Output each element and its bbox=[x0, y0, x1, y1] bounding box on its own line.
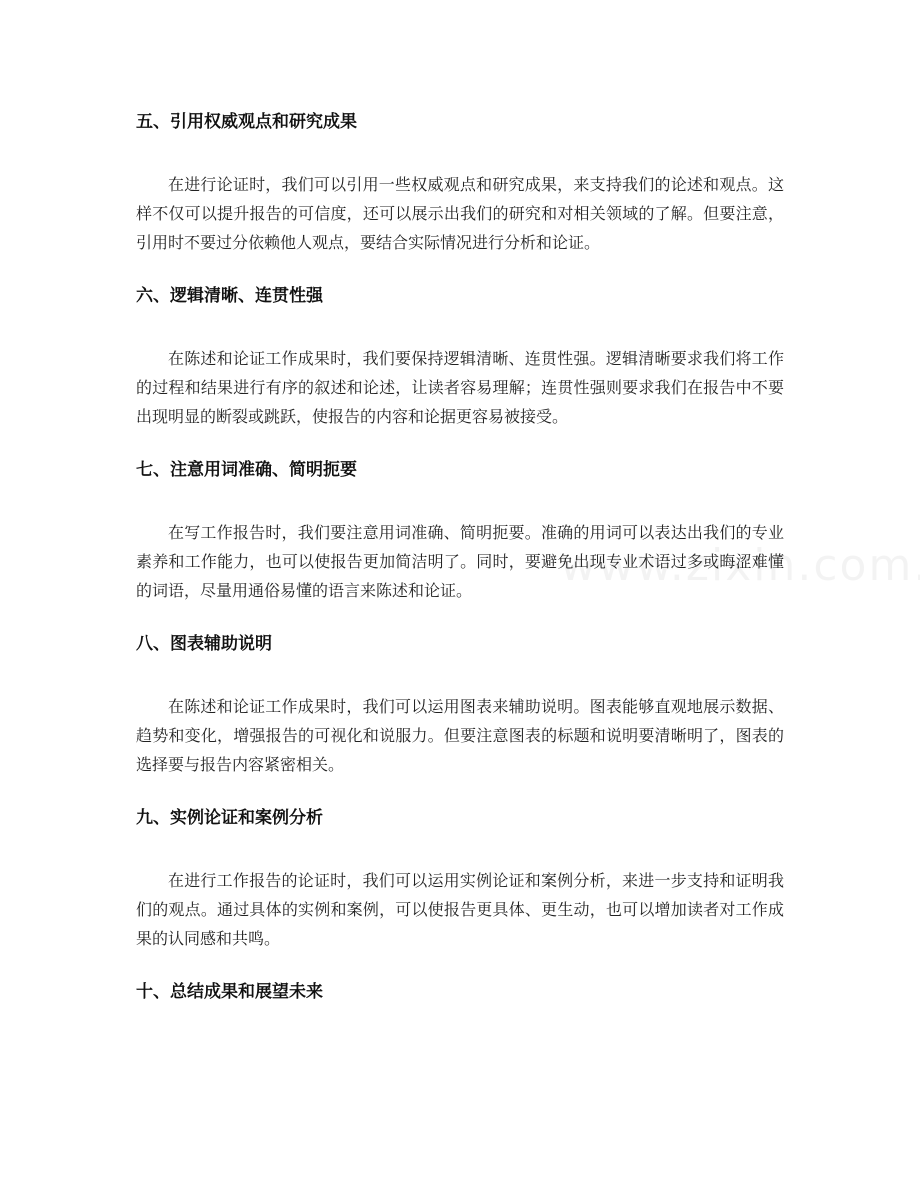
section-paragraph-9: 在进行工作报告的论证时，我们可以运用实例论证和案例分析，来进一步支持和证明我们的观点。通过具体的实例和案例，可以使报告更具体、更生动，也可以增加读者对工作成果的认同感和共鸣。 bbox=[136, 871, 784, 948]
section-paragraph-6: 在陈述和论证工作成果时，我们要保持逻辑清晰、连贯性强。逻辑清晰要求我们将工作的过程和结果进行有序的叙述和论述，让读者容易理解；连贯性强则要求我们在报告中不要出现明显的断裂或跳跃，使报告的内容和论据更容易被接受。 bbox=[136, 349, 784, 426]
section-heading-7: 七、注意用词准确、简明扼要 bbox=[136, 460, 357, 480]
document-page bbox=[136, 104, 784, 1010]
section-heading-8: 八、图表辅助说明 bbox=[136, 634, 272, 654]
section-heading-5: 五、引用权威观点和研究成果 bbox=[136, 112, 357, 132]
section-paragraph-7: 在写工作报告时，我们要注意用词准确、简明扼要。准确的用词可以表达出我们的专业素养和工作能力，也可以使报告更加简洁明了。同时，要避免出现专业术语过多或晦涩难懂的词语，尽量用通俗易懂的语言来陈述和论证。 bbox=[136, 523, 784, 600]
section-paragraph-5: 在进行论证时，我们可以引用一些权威观点和研究成果，来支持我们的论述和观点。这样不仅可以提升报告的可信度，还可以展示出我们的研究和对相关领域的了解。但要注意，引用时不要过分依赖他人观点，要结合实际情况进行分析和论证。 bbox=[136, 175, 784, 252]
section-heading-10: 十、总结成果和展望未来 bbox=[136, 982, 323, 1002]
section-heading-9: 九、实例论证和案例分析 bbox=[136, 808, 323, 828]
section-paragraph-8: 在陈述和论证工作成果时，我们可以运用图表来辅助说明。图表能够直观地展示数据、趋势和变化，增强报告的可视化和说服力。但要注意图表的标题和说明要清晰明了，图表的选择要与报告内容紧密相关。 bbox=[136, 697, 784, 774]
section-heading-6: 六、逻辑清晰、连贯性强 bbox=[136, 286, 323, 306]
